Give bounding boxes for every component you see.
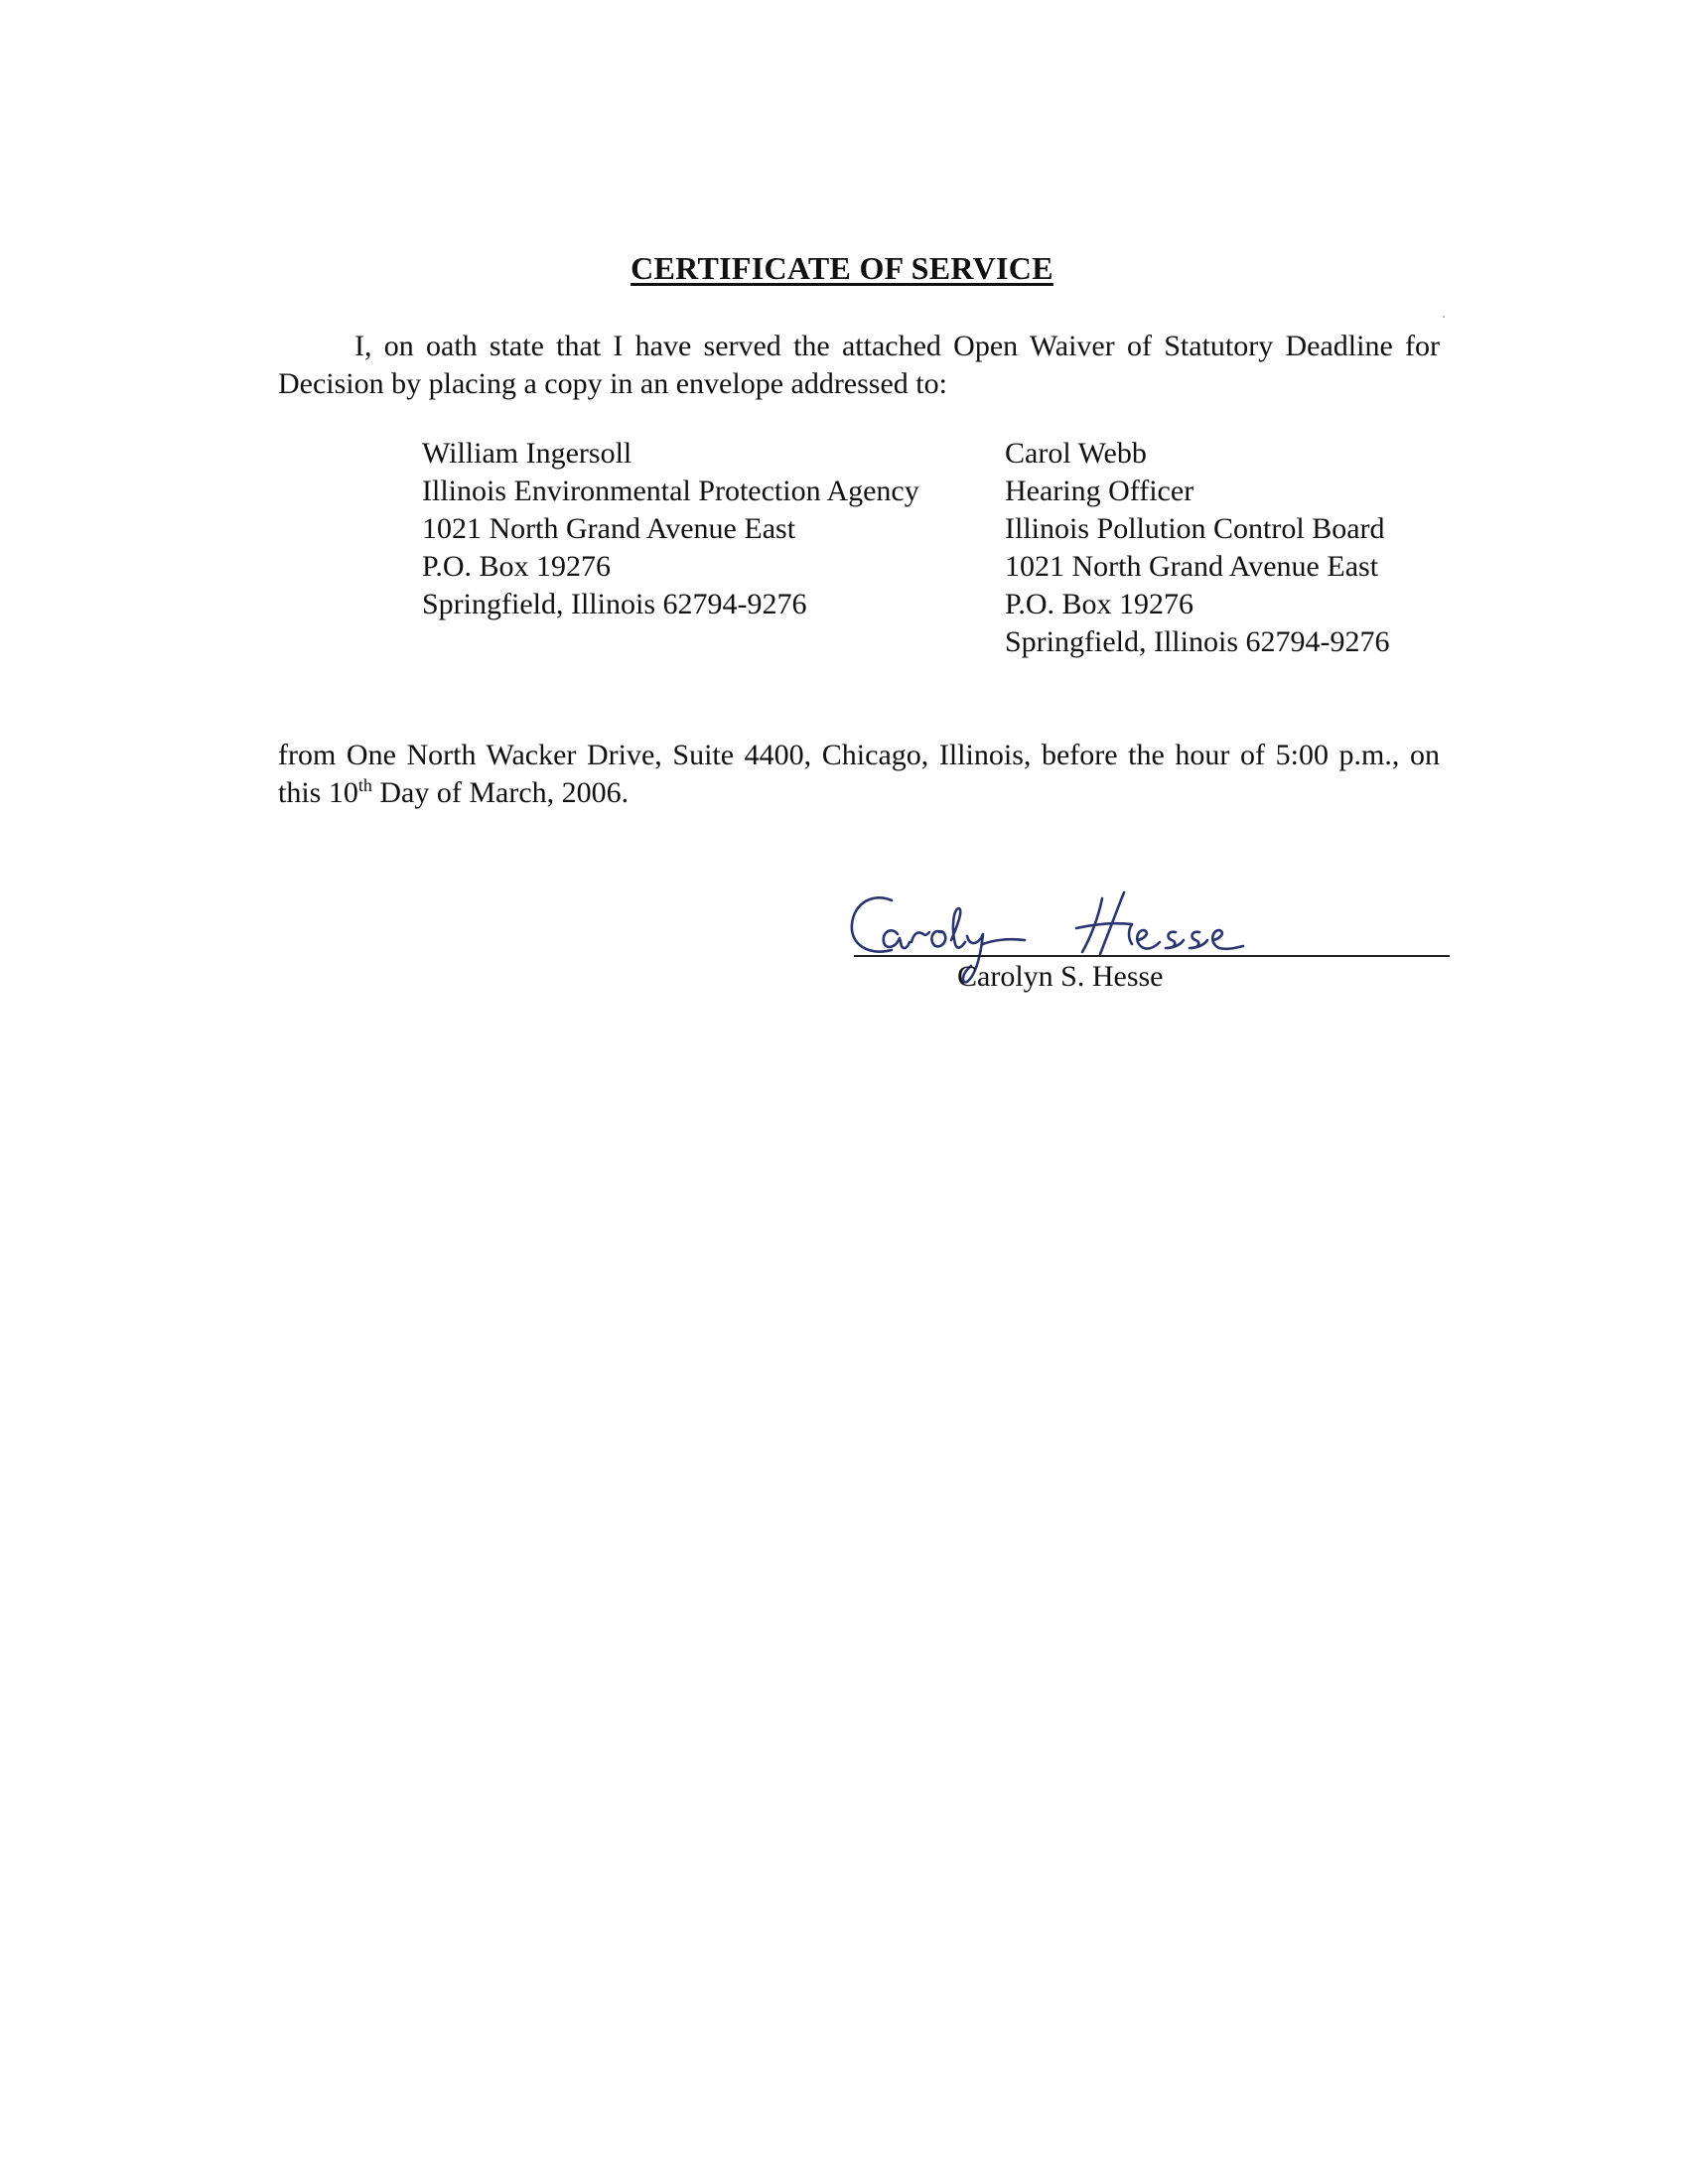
recipient-1-street: 1021 North Grand Avenue East bbox=[422, 512, 796, 545]
recipient-1-po-box: P.O. Box 19276 bbox=[422, 550, 612, 583]
recipient-2-city: Springfield, Illinois 62794-9276 bbox=[1005, 625, 1390, 658]
signature-line bbox=[854, 955, 1450, 957]
recipient-1-organization: Illinois Environmental Protection Agency bbox=[422, 475, 919, 507]
closing-text-before-day: from One North Wacker Drive, Suite 4400, Chicago, Illinois, before the hour of 5:00 p.m., on this 10 bbox=[278, 739, 1440, 809]
signature-block bbox=[834, 879, 1450, 1008]
recipient-2-title: Hearing Officer bbox=[1005, 475, 1194, 507]
intro-paragraph: I, on oath state that I have served the attached Open Waiver of Statutory Deadline for Decision by placing a copy in an envelope addressed to: bbox=[278, 330, 1440, 400]
closing-paragraph bbox=[278, 737, 1440, 812]
recipient-2-po-box: P.O. Box 19276 bbox=[1005, 588, 1194, 620]
recipient-1-city: Springfield, Illinois 62794-9276 bbox=[422, 588, 807, 620]
recipient-2-organization: Illinois Pollution Control Board bbox=[1005, 512, 1385, 545]
recipient-2-street: 1021 North Grand Avenue East bbox=[1005, 550, 1379, 583]
recipient-address-block-2 bbox=[1005, 435, 1389, 661]
closing-text-after-day: Day of March, 2006. bbox=[371, 776, 630, 809]
recipient-address-block-1 bbox=[422, 435, 919, 623]
signer-printed-name: Carolyn S. Hesse bbox=[957, 960, 1164, 993]
day-ordinal-suffix: th bbox=[357, 775, 372, 795]
recipient-1-name: William Ingersoll bbox=[422, 437, 632, 470]
document-title: CERTIFICATE OF SERVICE bbox=[631, 250, 1053, 286]
scan-speck bbox=[1443, 316, 1445, 318]
recipient-2-name: Carol Webb bbox=[1005, 437, 1147, 470]
